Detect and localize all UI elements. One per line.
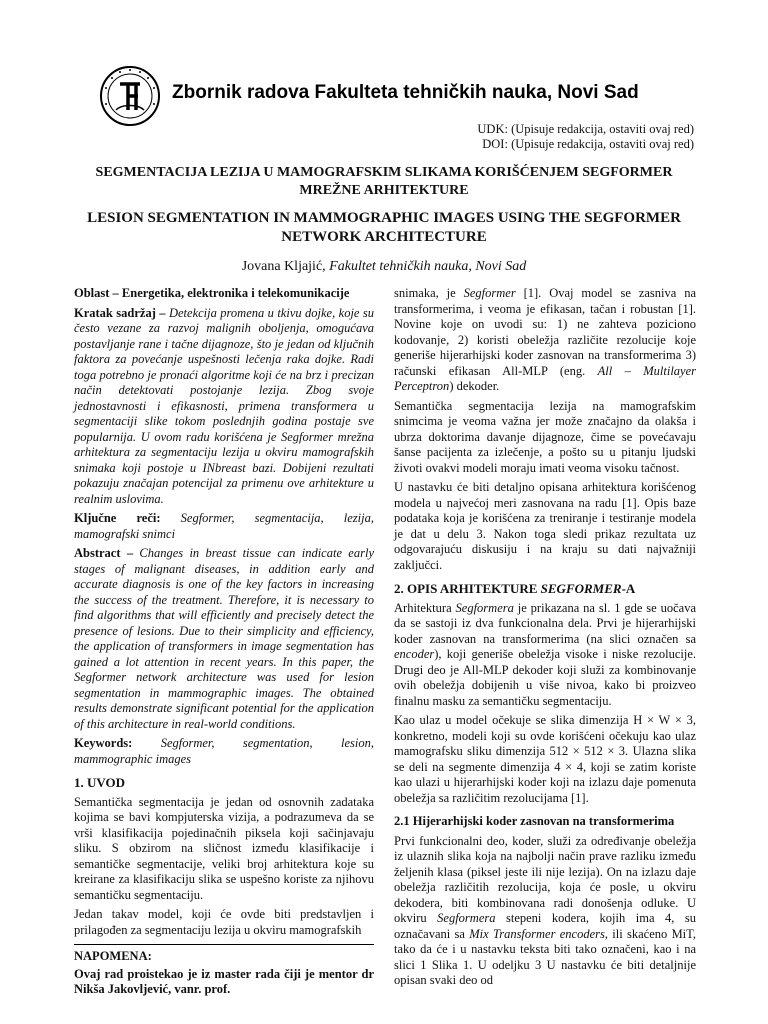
text-span: 2. OPIS ARHITEKTURE xyxy=(394,581,538,596)
kratak-sadrzaj-text: Detekcija promena u tkivu dojke, koje su često vezane za razvoj malignih oboljenja, omogućava postavljanje rane i tačne dijagnoze, što je jedan od ključnih faktora za povećanje uspešnosti lečenja raka dojke. Radi toga potrebno je pronaći algoritme koji će na brz i precizan način detektovati postojanje lezija. Zbog svoje jednostavnosti i efikasnosti, primena transformera u segmentaciji slike tokom poslednjih godina postaje sve popularnija. U ovom radu korišćena je Segformer mrežna arhitektura za segmentaciju lezija u okviru mamografskih snimaka koji postoje u INbreast bazi. Dobijeni rezultati pokazuju značajan potencijal za primenu ove arhitekture u realnim uslovima. xyxy=(74,305,374,506)
right-paragraph-3: U nastavku će biti detaljno opisana arhitektura korišćenog modela u najvećoj meri zasnovana na radu [1]. Opis baze podataka koja je korišćena za treniranje i testiranje modela je dat u delu 3. Nakon toga sledi prikaz rezultata uz odgovarajuću diskusiju i na kraju su dati najvažniji zaključci. xyxy=(394,480,696,572)
text-span: snimaka, je xyxy=(394,286,456,300)
section-1-heading: 1. UVOD xyxy=(74,775,126,790)
abstract-text: Changes in breast tissue can indicate early stages of malignant diseases, in addition early and accurate diagnosis is one of the key factors in increasing the success of the treatment. Therefore, it is necessary to find algorithms that will efficiently and precisely detect the presence of lesions. Due to their simplicity and efficiency, the application of transformers in image segmentation has gained a lot attention in recent years. In this paper, the Segformer network architecture was used for lesion segmentation in mammographic images. The obtained results demonstrate significant potential for the application of this architecture in real-world conditions. xyxy=(74,546,374,731)
right-paragraph-2: Semantička segmentacija lezija na mamografskim snimcima je veoma važna jer može značajno da olakša i ubrza doktorima davanje dijagnoze, čime se povećavaju šanse pacijenta za izlečenje, a pošto su u pitanju ljudski životi ovakvi modeli moraju imati veoma visoku tačnost. xyxy=(394,398,696,475)
udk-doi-block xyxy=(477,122,694,152)
author-line xyxy=(74,259,694,275)
kljucne-reci xyxy=(74,511,374,542)
author-affiliation: Fakultet tehničkih nauka, Novi Sad xyxy=(329,259,527,274)
napomena-label: NAPOMENA: xyxy=(74,949,152,963)
segformer-term: Segformer xyxy=(463,286,516,300)
kratak-sadrzaj xyxy=(74,306,374,508)
section-1-paragraph-2: Jedan takav model, koji će ovde biti predstavljen i prilagođen za segmentaciju lezija u okviru mamografskih xyxy=(74,907,374,937)
abstract-label: Abstract – xyxy=(74,546,134,560)
mlp-term: All – Multilayer Perceptron xyxy=(394,363,696,393)
section-1-paragraph-1: Semantička segmentacija je jedan od osnovnih zadataka kojima se bavi kompjuterska vizija, a podrazumeva da se vrši klasifikacija pojedinačnih piksela koji sačinjavaju sliku. S obzirom na sličnost između klasifikacije i semantičke segmentacije, veliki broj arhitektura koje su kreirane za klasifikaciju slika se uspešno koriste za njihovu semantičku segmentaciju. xyxy=(74,794,374,902)
encoder-term: encoder xyxy=(394,647,435,661)
faculty-logo xyxy=(98,64,162,128)
napomena-text: Ovaj rad proistekao je iz master rada čiji je mentor dr Nikša Jakovljević, vanr. prof. xyxy=(74,966,374,996)
title-serbian: SEGMENTACIJA LEZIJA U MAMOGRAFSKIM SLIKAMA KORIŠĆENJEM SEGFORMER MREŽNE ARHITEKTURE xyxy=(95,165,673,198)
kratak-sadrzaj-label: Kratak sadržaj – xyxy=(74,305,166,320)
author-name: Jovana Kljajić, xyxy=(241,259,326,274)
segformer-term: Segformera xyxy=(455,600,514,615)
section-2-heading xyxy=(394,581,696,597)
right-column xyxy=(394,286,696,993)
footnote-divider xyxy=(74,944,374,945)
kljucne-reci-label: Ključne reči: xyxy=(74,511,161,525)
section-2-paragraph-2: Kao ulaz u model očekuje se slika dimenzija H × W × 3, konkretno, modeli koji su ovde korišćeni očekuju kao ulaz mamografsku sliku dimenzija 512 × 512 × 3. Ulazna slika se deli na segmente dimenzija 4 × 4, koji se zatim koriste kao ulazi u hijerarhijski koder koji na izlazu daje pomenuta obeležja sa različitim rezolucijama [1]. xyxy=(394,713,696,805)
section-2-1-paragraph-1 xyxy=(394,834,696,989)
field-line: Oblast – Energetika, elektronika i telekomunikacije xyxy=(74,286,350,300)
abstract xyxy=(74,546,374,732)
text-span: Prvi funkcionalni deo, koder, služi za određivanje obeležja iz ulaznih slika koja na najbolji način prave razliku između željenih klasa (piksel jeste ili nije lezija). On na izlazu daje obeležja različitih rezolucija, koja će posle, u okviru dekodera, biti kombinovana radi donošenja odluke. U okviru xyxy=(394,833,696,925)
text-span: Arhitektura xyxy=(394,600,452,615)
journal-title: Zbornik radova Fakulteta tehničkih nauka, Novi Sad xyxy=(172,82,639,103)
segformer-term: Segformera xyxy=(437,911,496,925)
text-span: ) dekoder. xyxy=(449,379,500,393)
keywords-label: Keywords: xyxy=(74,736,133,750)
text-span: [1]. Ovaj model se zasniva na transformerima, i veoma je efikasan, tačan i robustan [1]. Novine koje on uvodi su: 1) ne zahteva poziciono kodovanje, 2) koristi obeležja različite rezolucije koje generiše hijerarhijski koder zasnovan na transformerima 3) računski efikasan All-MLP (eng. xyxy=(394,286,697,378)
mix-transformer-term: Mix Transformer encoders xyxy=(469,926,605,941)
kljucne-reci-text: Segformer, segmentacija, lezija, mamografski snimci xyxy=(74,511,374,541)
text-span: -A xyxy=(621,581,636,596)
text-span: je prikazana na sl. 1 gde se uočava da se sastoji iz dva funkcionalna dela. Prvi je hijerarhijski koder zasnovan na transformerima (na slici označen sa xyxy=(394,600,697,646)
text-span: stepeni kodera, kojih ima 4, su označavani sa xyxy=(394,911,697,941)
keywords xyxy=(74,736,374,767)
left-column xyxy=(74,286,374,998)
segformer-term: SEGFORMER xyxy=(540,581,622,596)
udk-line: UDK: (Upisuje redakcija, ostaviti ovaj red) xyxy=(477,122,694,136)
keywords-text: Segformer, segmentation, lesion, mammographic images xyxy=(74,736,374,766)
right-paragraph-1 xyxy=(394,286,696,395)
title-english: LESION SEGMENTATION IN MAMMOGRAPHIC IMAGES USING THE SEGFORMER NETWORK ARCHITECTURE xyxy=(87,210,681,245)
text-span: ), koji generiše obeležja visoke i niske rezolucije. Drugi deo je All-MLP dekoder koji služi za kombinovanje ovih obeležja dobijenih u više nivoa, kako bi proizveo finalnu masku za semantičku segmentaciju. xyxy=(394,647,696,708)
text-span: , ili skaćeno MiT, tako da će i u nastavku teksta biti tako označeni, kao i na slici 1 Slika 1. U odeljku 3 U nastavku će biti detaljnije opisan svaki deo od xyxy=(394,926,696,987)
doi-line: DOI: (Upisuje redakcija, ostaviti ovaj red) xyxy=(482,137,694,151)
section-2-paragraph-1 xyxy=(394,601,696,710)
section-2-1-heading: 2.1 Hijerarhijski koder zasnovan na transformerima xyxy=(394,814,675,828)
